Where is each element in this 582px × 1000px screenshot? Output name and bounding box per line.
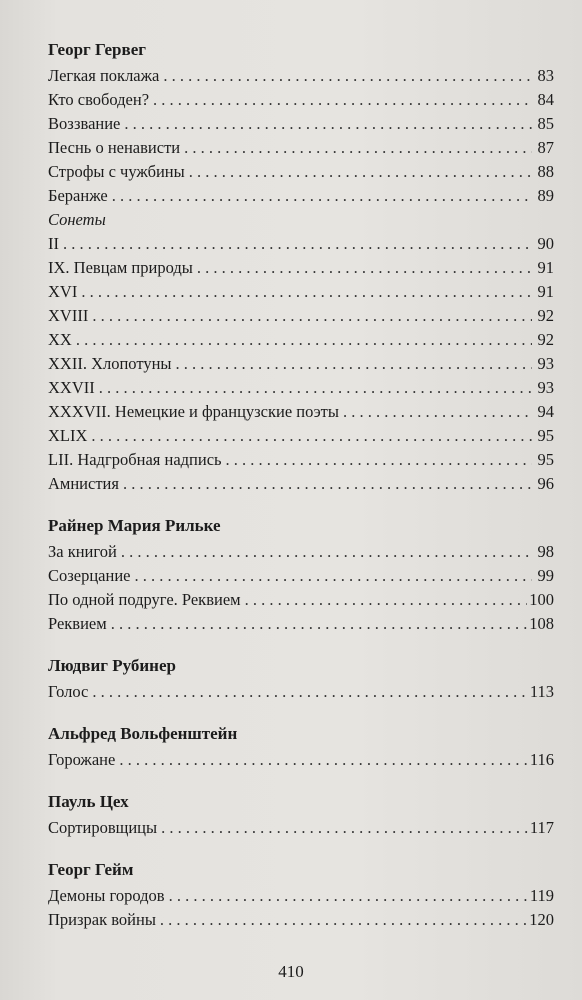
entry-title: XXVII [48,378,95,397]
table-of-contents [48,38,554,932]
dot-leader [112,184,532,208]
toc-entry [48,232,554,256]
entry-title: XLIX [48,426,88,445]
author-heading: Альфред Вольфенштейн [48,724,238,743]
section-gap [48,496,554,514]
toc-entry [48,376,554,400]
toc-entry [48,472,554,496]
author-heading: Георг Гейм [48,860,134,879]
dot-leader [81,280,532,304]
toc-entry [48,184,554,208]
toc-entry [48,588,554,612]
entry-page-number: 96 [537,474,554,493]
entry-page-number: 94 [537,402,554,421]
toc-entry [48,136,554,160]
dot-leader [160,908,527,932]
dot-leader [63,232,532,256]
dot-leader [197,256,532,280]
toc-entry [48,612,554,636]
entry-title: Кто свободен? [48,90,150,109]
dot-leader [99,376,532,400]
dot-leader [91,424,532,448]
dot-leader [169,884,528,908]
toc-entry [48,540,554,564]
entry-title: Легкая поклажа [48,66,160,85]
author-heading: Георг Гервег [48,40,146,59]
author-heading: Райнер Мария Рильке [48,516,221,535]
entry-page-number: 85 [537,114,554,133]
dot-leader [121,540,532,564]
entry-title: Строфы с чужбины [48,162,185,181]
entry-title: IX. Певцам природы [48,258,193,277]
entry-title: Песнь о ненависти [48,138,181,157]
entry-title: По одной подруге. Реквием [48,590,241,609]
entry-title: Воззвание [48,114,121,133]
entry-page-number: 100 [529,590,554,609]
entry-title: Сортировщицы [48,818,158,837]
toc-entry [48,64,554,88]
entry-title: Горожане [48,750,116,769]
toc-entry [48,448,554,472]
dot-leader [343,400,532,424]
toc-entry [48,816,554,840]
entry-page-number: 117 [529,818,554,837]
dot-leader [161,816,528,840]
entry-page-number: 98 [537,542,554,561]
toc-entry [48,400,554,424]
toc-entry [48,280,554,304]
entry-page-number: 93 [537,378,554,397]
toc-entry [48,564,554,588]
entry-title: Призрак войны [48,910,156,929]
entry-page-number: 83 [537,66,554,85]
dot-leader [189,160,532,184]
entry-title: II [48,234,59,253]
author-heading: Людвиг Рубинер [48,656,176,675]
toc-entry [48,352,554,376]
entry-title: XVI [48,282,78,301]
dot-leader [153,88,532,112]
dot-leader [176,352,533,376]
toc-entry [48,112,554,136]
entry-page-number: 87 [537,138,554,157]
dot-leader [76,328,532,352]
entry-page-number: 116 [529,750,554,769]
page-number: 410 [278,962,304,981]
entry-title: Реквием [48,614,107,633]
entry-title: XVIII [48,306,89,325]
entry-page-number: 84 [537,90,554,109]
section-gap [48,636,554,654]
toc-entry [48,748,554,772]
dot-leader [92,680,528,704]
dot-leader [163,64,532,88]
toc-entry [48,424,554,448]
dot-leader [111,612,528,636]
entry-page-number: 89 [537,186,554,205]
entry-page-number: 113 [529,682,554,701]
dot-leader [226,448,532,472]
entry-title: XX [48,330,72,349]
entry-page-number: 99 [537,566,554,585]
entry-page-number: 88 [537,162,554,181]
entry-page-number: 91 [537,258,554,277]
toc-entry [48,680,554,704]
dot-leader [119,748,528,772]
author-heading: Пауль Цех [48,792,129,811]
entry-title: За книгой [48,542,117,561]
toc-entry [48,256,554,280]
entry-page-number: 90 [537,234,554,253]
dot-leader [124,112,532,136]
dot-leader [134,564,532,588]
toc-entry [48,908,554,932]
entry-title: Демоны городов [48,886,165,905]
entry-title: Голос [48,682,89,701]
entry-page-number: 95 [537,426,554,445]
entry-title: Амнистия [48,474,119,493]
subsection-heading: Сонеты [48,210,106,229]
entry-title: Беранже [48,186,108,205]
toc-entry [48,88,554,112]
toc-entry [48,884,554,908]
entry-page-number: 91 [537,282,554,301]
toc-entry [48,304,554,328]
entry-page-number: 92 [537,306,554,325]
section-gap [48,704,554,722]
section-gap [48,840,554,858]
section-gap [48,772,554,790]
dot-leader [245,588,528,612]
entry-title: XXII. Хлопотуны [48,354,172,373]
entry-page-number: 120 [529,910,554,929]
entry-page-number: 92 [537,330,554,349]
entry-title: XXXVII. Немецкие и французские поэты [48,402,339,421]
entry-page-number: 119 [529,886,554,905]
toc-entry [48,328,554,352]
dot-leader [123,472,532,496]
entry-page-number: 108 [529,614,554,633]
entry-title: LII. Надгробная надпись [48,450,222,469]
entry-page-number: 95 [537,450,554,469]
dot-leader [92,304,532,328]
toc-entry [48,160,554,184]
entry-page-number: 93 [537,354,554,373]
dot-leader [184,136,532,160]
entry-title: Созерцание [48,566,131,585]
